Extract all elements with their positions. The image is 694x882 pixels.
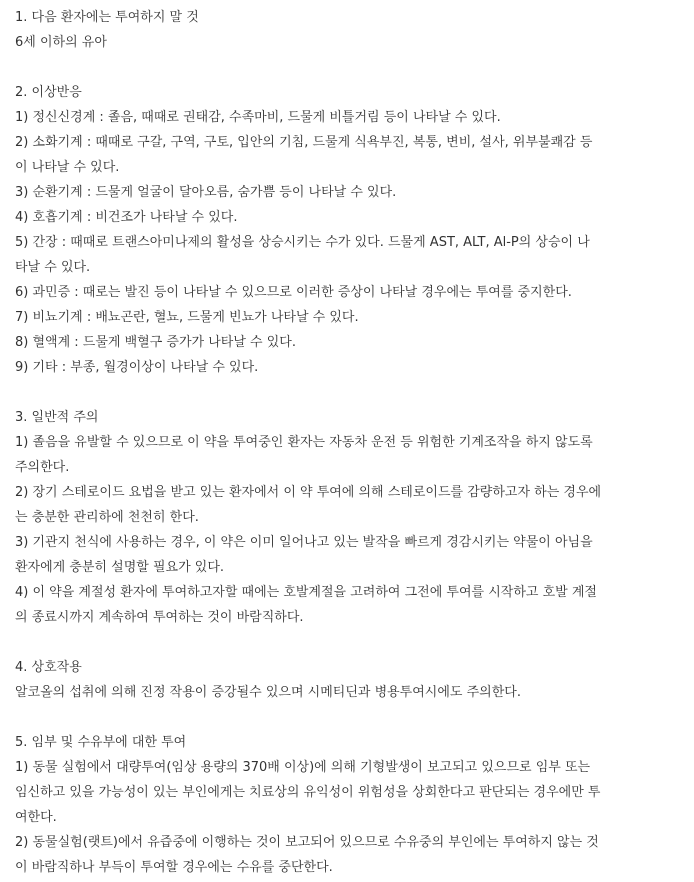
text-line: 8) 혈액계 : 드물게 백혈구 증가가 나타날 수 있다. (15, 335, 296, 350)
text-line: 1) 동물 실험에서 대량투여(임상 용량의 370배 이상)에 의해 기형발생이 보고되고 있으므로 임부 또는 (15, 760, 591, 775)
text-line: 1) 정신신경계 : 졸음, 때때로 권태감, 수족마비, 드물게 비틀거림 등이 나타날 수 있다. (15, 110, 501, 125)
text-line: 이 나타날 수 있다. (15, 160, 120, 175)
text-line: 2) 동물실험(랫트)에서 유즙중에 이행하는 것이 보고되어 있으므로 수유중의 부인에는 투여하지 않는 것 (15, 835, 599, 850)
text-line: 알코올의 섭취에 의해 진정 작용이 증강될수 있으며 시메티딘과 병용투여시에도 주의한다. (15, 685, 521, 700)
text-line: 3) 순환기계 : 드물게 얼굴이 달아오름, 숨가쁨 등이 나타날 수 있다. (15, 185, 397, 200)
text-line: 6) 과민증 : 때로는 발진 등이 나타날 수 있으므로 이러한 증상이 나타날 경우에는 투여를 중지한다. (15, 285, 572, 300)
section-heading: 1. 다음 환자에는 투여하지 말 것 (15, 10, 199, 25)
text-line: 환자에게 충분히 설명할 필요가 있다. (15, 560, 225, 575)
section-heading: 2. 이상반응 (15, 85, 82, 100)
text-line: 3) 기관지 천식에 사용하는 경우, 이 약은 이미 일어나고 있는 발작을 빠르게 경감시키는 약물이 아님을 (15, 535, 593, 550)
text-line: 는 충분한 관리하에 천천히 한다. (15, 510, 199, 525)
section-heading: 3. 일반적 주의 (15, 410, 99, 425)
text-line: 5) 간장 : 때때로 트랜스아미나제의 활성을 상승시키는 수가 있다. 드물게 AST, ALT, Al-P의 상승이 나 (15, 235, 590, 250)
text-line: 1) 졸음을 유발할 수 있으므로 이 약을 투여중인 환자는 자동차 운전 등 위험한 기계조작을 하지 않도록 (15, 435, 593, 450)
document-body (0, 5, 680, 880)
text-line: 주의한다. (15, 460, 70, 475)
text-line: 7) 비뇨기계 : 배뇨곤란, 혈뇨, 드물게 빈뇨가 나타날 수 있다. (15, 310, 359, 325)
blank-line (15, 630, 680, 655)
text-line: 임신하고 있을 가능성이 있는 부인에게는 치료상의 유익성이 위험성을 상회한다고 판단되는 경우에만 투 (15, 785, 601, 800)
blank-line (15, 705, 680, 730)
text-line: 2) 장기 스테로이드 요법을 받고 있는 환자에서 이 약 투여에 의해 스테로이드를 감량하고자 하는 경우에 (15, 485, 602, 500)
text-line: 4) 이 약을 계절성 환자에 투여하고자할 때에는 호발계절을 고려하여 그전에 투여를 시작하고 호발 계절 (15, 585, 597, 600)
text-line: 여한다. (15, 810, 57, 825)
text-line: 4) 호흡기계 : 비건조가 나타날 수 있다. (15, 210, 238, 225)
text-line: 타날 수 있다. (15, 260, 91, 275)
text-line: 이 바람직하나 부득이 투여할 경우에는 수유를 중단한다. (15, 860, 333, 875)
blank-line (15, 380, 680, 405)
section-heading: 4. 상호작용 (15, 660, 82, 675)
text-line: 9) 기타 : 부종, 월경이상이 나타날 수 있다. (15, 360, 259, 375)
text-line: 의 종료시까지 계속하여 투여하는 것이 바람직하다. (15, 610, 304, 625)
text-line: 2) 소화기계 : 때때로 구갈, 구역, 구토, 입안의 기침, 드물게 식욕부진, 복통, 변비, 설사, 위부불쾌감 등 (15, 135, 593, 150)
text-line: 6세 이하의 유아 (15, 35, 107, 50)
blank-line (15, 55, 680, 80)
section-heading: 5. 임부 및 수유부에 대한 투여 (15, 735, 187, 750)
